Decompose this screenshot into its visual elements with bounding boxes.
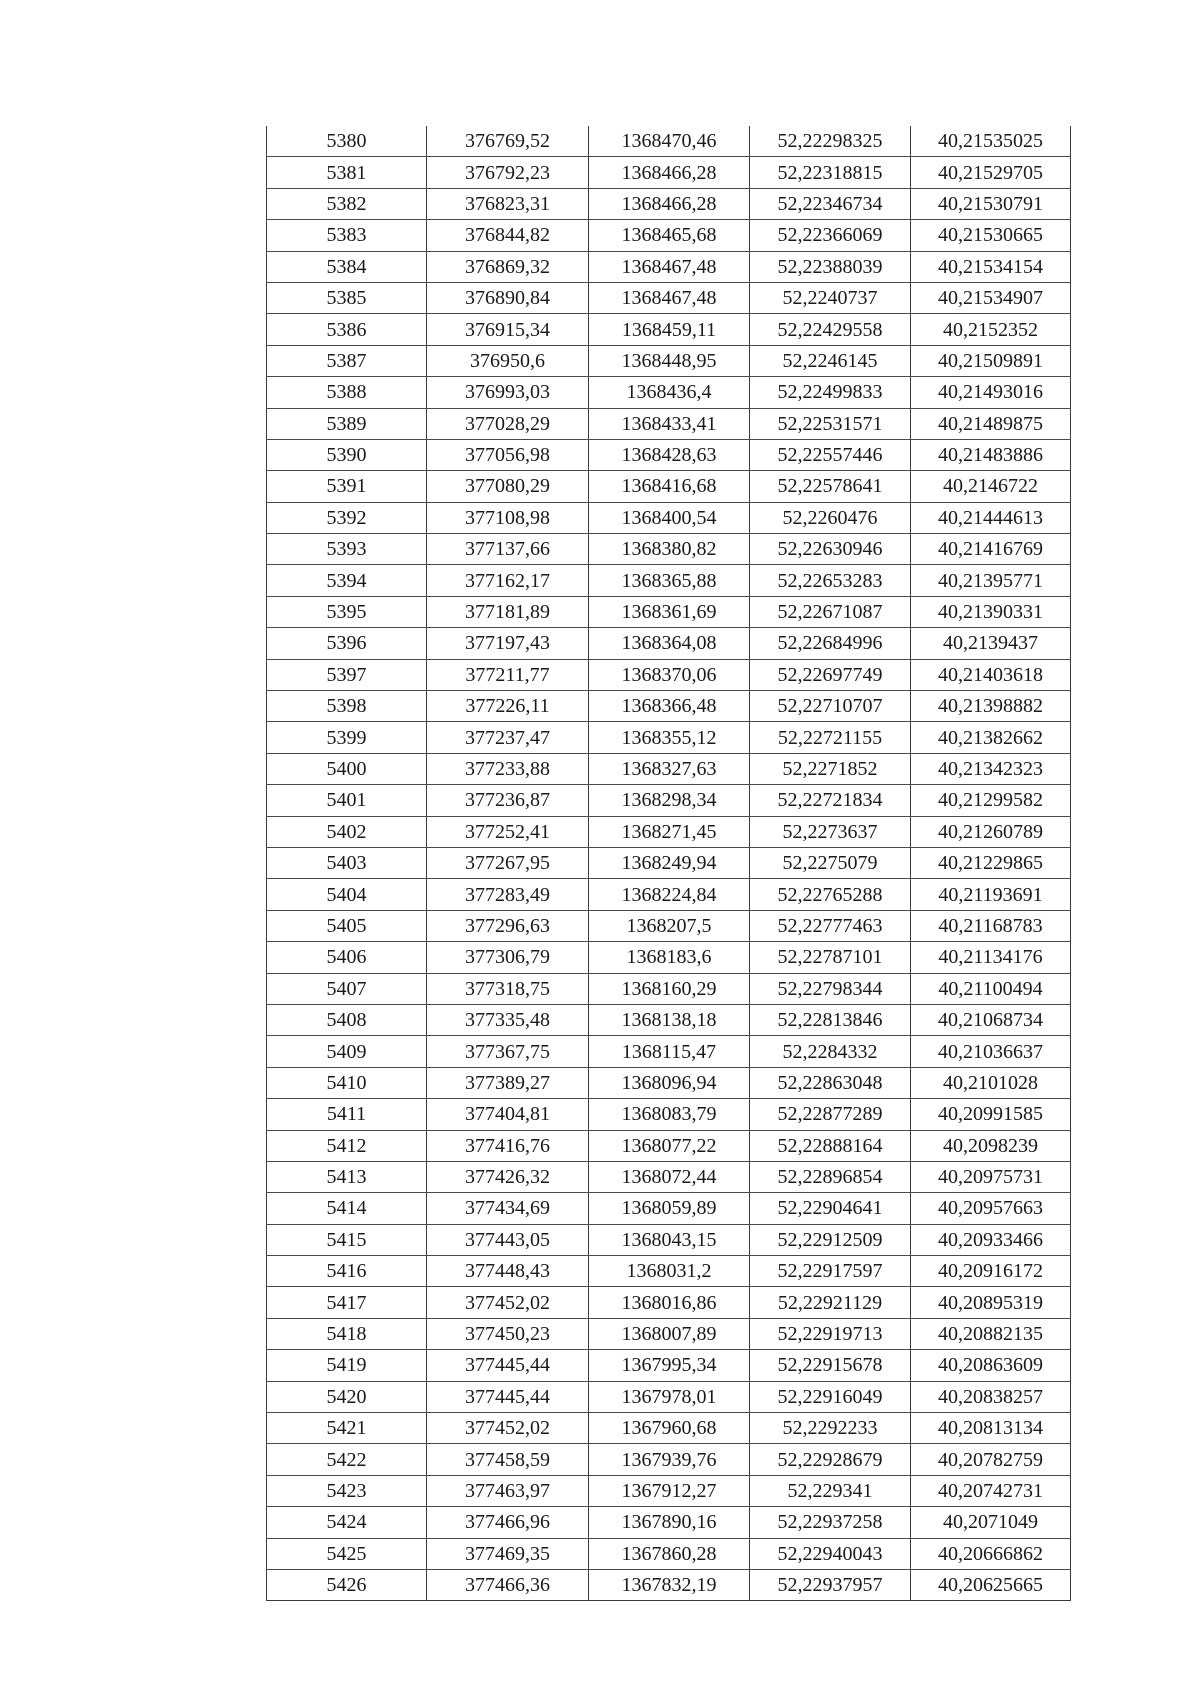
x-coordinate-cell: 377108,98	[427, 502, 589, 533]
latitude-cell: 52,22863048	[750, 1067, 911, 1098]
table-row	[267, 1036, 1071, 1067]
longitude-cell: 40,21260789	[911, 816, 1071, 847]
table-row	[267, 1161, 1071, 1192]
table-row	[267, 659, 1071, 690]
latitude-cell: 52,22919713	[750, 1318, 911, 1349]
x-coordinate-cell: 376844,82	[427, 220, 589, 251]
y-coordinate-cell: 1368465,68	[589, 220, 750, 251]
table-row	[267, 1475, 1071, 1506]
table-row	[267, 282, 1071, 313]
latitude-cell: 52,22917597	[750, 1256, 911, 1287]
y-coordinate-cell: 1368115,47	[589, 1036, 750, 1067]
table-row	[267, 534, 1071, 565]
point-number-cell: 5422	[267, 1444, 427, 1475]
x-coordinate-cell: 377469,35	[427, 1538, 589, 1569]
y-coordinate-cell: 1368077,22	[589, 1130, 750, 1161]
y-coordinate-cell: 1368433,41	[589, 408, 750, 439]
longitude-cell: 40,20666862	[911, 1538, 1071, 1569]
latitude-cell: 52,22787101	[750, 942, 911, 973]
point-number-cell: 5414	[267, 1193, 427, 1224]
longitude-cell: 40,21342323	[911, 753, 1071, 784]
table-row	[267, 1224, 1071, 1255]
table-row	[267, 565, 1071, 596]
x-coordinate-cell: 377416,76	[427, 1130, 589, 1161]
longitude-cell: 40,21493016	[911, 377, 1071, 408]
point-number-cell: 5418	[267, 1318, 427, 1349]
table-row	[267, 1004, 1071, 1035]
longitude-cell: 40,2139437	[911, 628, 1071, 659]
table-row	[267, 1287, 1071, 1318]
point-number-cell: 5402	[267, 816, 427, 847]
table-row	[267, 816, 1071, 847]
x-coordinate-cell: 377028,29	[427, 408, 589, 439]
y-coordinate-cell: 1367960,68	[589, 1413, 750, 1444]
longitude-cell: 40,21193691	[911, 879, 1071, 910]
point-number-cell: 5384	[267, 251, 427, 282]
latitude-cell: 52,22429558	[750, 314, 911, 345]
longitude-cell: 40,20933466	[911, 1224, 1071, 1255]
latitude-cell: 52,22388039	[750, 251, 911, 282]
point-number-cell: 5393	[267, 534, 427, 565]
y-coordinate-cell: 1368364,08	[589, 628, 750, 659]
longitude-cell: 40,21534154	[911, 251, 1071, 282]
latitude-cell: 52,22557446	[750, 439, 911, 470]
table-row	[267, 1444, 1071, 1475]
y-coordinate-cell: 1368467,48	[589, 251, 750, 282]
point-number-cell: 5420	[267, 1381, 427, 1412]
table-row	[267, 502, 1071, 533]
point-number-cell: 5380	[267, 126, 427, 157]
point-number-cell: 5423	[267, 1475, 427, 1506]
y-coordinate-cell: 1368467,48	[589, 282, 750, 313]
table-row	[267, 157, 1071, 188]
longitude-cell: 40,20975731	[911, 1161, 1071, 1192]
longitude-cell: 40,21535025	[911, 126, 1071, 157]
x-coordinate-cell: 377367,75	[427, 1036, 589, 1067]
table-row	[267, 408, 1071, 439]
table-row	[267, 973, 1071, 1004]
longitude-cell: 40,21530665	[911, 220, 1071, 251]
latitude-cell: 52,22721834	[750, 785, 911, 816]
point-number-cell: 5387	[267, 345, 427, 376]
point-number-cell: 5388	[267, 377, 427, 408]
y-coordinate-cell: 1367939,76	[589, 1444, 750, 1475]
longitude-cell: 40,2098239	[911, 1130, 1071, 1161]
longitude-cell: 40,21509891	[911, 345, 1071, 376]
y-coordinate-cell: 1368016,86	[589, 1287, 750, 1318]
latitude-cell: 52,22710707	[750, 691, 911, 722]
x-coordinate-cell: 377445,44	[427, 1381, 589, 1412]
point-number-cell: 5394	[267, 565, 427, 596]
y-coordinate-cell: 1368459,11	[589, 314, 750, 345]
x-coordinate-cell: 377452,02	[427, 1287, 589, 1318]
longitude-cell: 40,20742731	[911, 1475, 1071, 1506]
x-coordinate-cell: 377162,17	[427, 565, 589, 596]
longitude-cell: 40,20916172	[911, 1256, 1071, 1287]
point-number-cell: 5382	[267, 188, 427, 219]
y-coordinate-cell: 1367860,28	[589, 1538, 750, 1569]
y-coordinate-cell: 1368466,28	[589, 188, 750, 219]
latitude-cell: 52,22366069	[750, 220, 911, 251]
table-row	[267, 1507, 1071, 1538]
point-number-cell: 5392	[267, 502, 427, 533]
latitude-cell: 52,2240737	[750, 282, 911, 313]
point-number-cell: 5399	[267, 722, 427, 753]
y-coordinate-cell: 1368428,63	[589, 439, 750, 470]
longitude-cell: 40,21382662	[911, 722, 1071, 753]
x-coordinate-cell: 377335,48	[427, 1004, 589, 1035]
y-coordinate-cell: 1368031,2	[589, 1256, 750, 1287]
y-coordinate-cell: 1367978,01	[589, 1381, 750, 1412]
y-coordinate-cell: 1368365,88	[589, 565, 750, 596]
table-row	[267, 691, 1071, 722]
table-row	[267, 1538, 1071, 1569]
longitude-cell: 40,2152352	[911, 314, 1071, 345]
longitude-cell: 40,2071049	[911, 1507, 1071, 1538]
latitude-cell: 52,2271852	[750, 753, 911, 784]
latitude-cell: 52,22915678	[750, 1350, 911, 1381]
longitude-cell: 40,20991585	[911, 1099, 1071, 1130]
longitude-cell: 40,2146722	[911, 471, 1071, 502]
x-coordinate-cell: 377137,66	[427, 534, 589, 565]
x-coordinate-cell: 376792,23	[427, 157, 589, 188]
latitude-cell: 52,22937957	[750, 1569, 911, 1600]
longitude-cell: 40,20782759	[911, 1444, 1071, 1475]
latitude-cell: 52,229341	[750, 1475, 911, 1506]
latitude-cell: 52,22578641	[750, 471, 911, 502]
latitude-cell: 52,22318815	[750, 157, 911, 188]
table-row	[267, 847, 1071, 878]
table-row	[267, 942, 1071, 973]
longitude-cell: 40,21416769	[911, 534, 1071, 565]
longitude-cell: 40,20882135	[911, 1318, 1071, 1349]
y-coordinate-cell: 1368271,45	[589, 816, 750, 847]
x-coordinate-cell: 377181,89	[427, 596, 589, 627]
point-number-cell: 5401	[267, 785, 427, 816]
point-number-cell: 5381	[267, 157, 427, 188]
y-coordinate-cell: 1367832,19	[589, 1569, 750, 1600]
table-row	[267, 188, 1071, 219]
latitude-cell: 52,2292233	[750, 1413, 911, 1444]
latitude-cell: 52,2284332	[750, 1036, 911, 1067]
latitude-cell: 52,22298325	[750, 126, 911, 157]
x-coordinate-cell: 377237,47	[427, 722, 589, 753]
table-row	[267, 1130, 1071, 1161]
table-row	[267, 1193, 1071, 1224]
point-number-cell: 5415	[267, 1224, 427, 1255]
x-coordinate-cell: 376769,52	[427, 126, 589, 157]
latitude-cell: 52,2275079	[750, 847, 911, 878]
x-coordinate-cell: 377283,49	[427, 879, 589, 910]
latitude-cell: 52,22499833	[750, 377, 911, 408]
table-row	[267, 377, 1071, 408]
point-number-cell: 5410	[267, 1067, 427, 1098]
table-row	[267, 345, 1071, 376]
latitude-cell: 52,22531571	[750, 408, 911, 439]
table-row	[267, 126, 1071, 157]
latitude-cell: 52,22877289	[750, 1099, 911, 1130]
y-coordinate-cell: 1368007,89	[589, 1318, 750, 1349]
x-coordinate-cell: 377404,81	[427, 1099, 589, 1130]
x-coordinate-cell: 377236,87	[427, 785, 589, 816]
y-coordinate-cell: 1368224,84	[589, 879, 750, 910]
x-coordinate-cell: 376869,32	[427, 251, 589, 282]
table-row	[267, 1569, 1071, 1600]
x-coordinate-cell: 377466,36	[427, 1569, 589, 1600]
y-coordinate-cell: 1368043,15	[589, 1224, 750, 1255]
y-coordinate-cell: 1368355,12	[589, 722, 750, 753]
longitude-cell: 40,21398882	[911, 691, 1071, 722]
x-coordinate-cell: 377443,05	[427, 1224, 589, 1255]
latitude-cell: 52,22721155	[750, 722, 911, 753]
x-coordinate-cell: 377448,43	[427, 1256, 589, 1287]
x-coordinate-cell: 377296,63	[427, 910, 589, 941]
point-number-cell: 5416	[267, 1256, 427, 1287]
y-coordinate-cell: 1368466,28	[589, 157, 750, 188]
point-number-cell: 5413	[267, 1161, 427, 1192]
x-coordinate-cell: 376993,03	[427, 377, 589, 408]
point-number-cell: 5421	[267, 1413, 427, 1444]
y-coordinate-cell: 1368298,34	[589, 785, 750, 816]
table-row	[267, 910, 1071, 941]
latitude-cell: 52,22697749	[750, 659, 911, 690]
y-coordinate-cell: 1367912,27	[589, 1475, 750, 1506]
table-row	[267, 1067, 1071, 1098]
table-row	[267, 628, 1071, 659]
point-number-cell: 5385	[267, 282, 427, 313]
x-coordinate-cell: 377056,98	[427, 439, 589, 470]
table-row	[267, 785, 1071, 816]
latitude-cell: 52,22912509	[750, 1224, 911, 1255]
table-row	[267, 1256, 1071, 1287]
point-number-cell: 5400	[267, 753, 427, 784]
y-coordinate-cell: 1368436,4	[589, 377, 750, 408]
longitude-cell: 40,21444613	[911, 502, 1071, 533]
longitude-cell: 40,21134176	[911, 942, 1071, 973]
latitude-cell: 52,22916049	[750, 1381, 911, 1412]
longitude-cell: 40,21229865	[911, 847, 1071, 878]
latitude-cell: 52,22904641	[750, 1193, 911, 1224]
longitude-cell: 40,21529705	[911, 157, 1071, 188]
x-coordinate-cell: 377458,59	[427, 1444, 589, 1475]
x-coordinate-cell: 377211,77	[427, 659, 589, 690]
x-coordinate-cell: 377466,96	[427, 1507, 589, 1538]
latitude-cell: 52,22896854	[750, 1161, 911, 1192]
latitude-cell: 52,22937258	[750, 1507, 911, 1538]
latitude-cell: 52,22630946	[750, 534, 911, 565]
longitude-cell: 40,20957663	[911, 1193, 1071, 1224]
y-coordinate-cell: 1368160,29	[589, 973, 750, 1004]
x-coordinate-cell: 377389,27	[427, 1067, 589, 1098]
table-row	[267, 220, 1071, 251]
y-coordinate-cell: 1368366,48	[589, 691, 750, 722]
table-row	[267, 251, 1071, 282]
longitude-cell: 40,21036637	[911, 1036, 1071, 1067]
latitude-cell: 52,22684996	[750, 628, 911, 659]
y-coordinate-cell: 1368380,82	[589, 534, 750, 565]
x-coordinate-cell: 377267,95	[427, 847, 589, 878]
x-coordinate-cell: 377233,88	[427, 753, 589, 784]
y-coordinate-cell: 1368183,6	[589, 942, 750, 973]
point-number-cell: 5405	[267, 910, 427, 941]
latitude-cell: 52,22798344	[750, 973, 911, 1004]
longitude-cell: 40,21534907	[911, 282, 1071, 313]
y-coordinate-cell: 1368249,94	[589, 847, 750, 878]
x-coordinate-cell: 377080,29	[427, 471, 589, 502]
table-row	[267, 596, 1071, 627]
point-number-cell: 5396	[267, 628, 427, 659]
latitude-cell: 52,22671087	[750, 596, 911, 627]
point-number-cell: 5426	[267, 1569, 427, 1600]
x-coordinate-cell: 377426,32	[427, 1161, 589, 1192]
longitude-cell: 40,21395771	[911, 565, 1071, 596]
point-number-cell: 5412	[267, 1130, 427, 1161]
table-row	[267, 314, 1071, 345]
longitude-cell: 40,20863609	[911, 1350, 1071, 1381]
x-coordinate-cell: 376890,84	[427, 282, 589, 313]
x-coordinate-cell: 377445,44	[427, 1350, 589, 1381]
longitude-cell: 40,21403618	[911, 659, 1071, 690]
point-number-cell: 5404	[267, 879, 427, 910]
longitude-cell: 40,21483886	[911, 439, 1071, 470]
point-number-cell: 5407	[267, 973, 427, 1004]
y-coordinate-cell: 1367995,34	[589, 1350, 750, 1381]
table-row	[267, 753, 1071, 784]
table-row	[267, 471, 1071, 502]
table-row	[267, 1099, 1071, 1130]
longitude-cell: 40,20625665	[911, 1569, 1071, 1600]
x-coordinate-cell: 377450,23	[427, 1318, 589, 1349]
longitude-cell: 40,21299582	[911, 785, 1071, 816]
longitude-cell: 40,20838257	[911, 1381, 1071, 1412]
longitude-cell: 40,2101028	[911, 1067, 1071, 1098]
table-row	[267, 722, 1071, 753]
point-number-cell: 5411	[267, 1099, 427, 1130]
x-coordinate-cell: 377463,97	[427, 1475, 589, 1506]
y-coordinate-cell: 1368370,06	[589, 659, 750, 690]
latitude-cell: 52,22888164	[750, 1130, 911, 1161]
x-coordinate-cell: 377252,41	[427, 816, 589, 847]
table-row	[267, 1350, 1071, 1381]
x-coordinate-cell: 377318,75	[427, 973, 589, 1004]
longitude-cell: 40,21390331	[911, 596, 1071, 627]
table-row	[267, 1381, 1071, 1412]
longitude-cell: 40,21530791	[911, 188, 1071, 219]
x-coordinate-cell: 377452,02	[427, 1413, 589, 1444]
point-number-cell: 5386	[267, 314, 427, 345]
table-row	[267, 1318, 1071, 1349]
point-number-cell: 5408	[267, 1004, 427, 1035]
y-coordinate-cell: 1368096,94	[589, 1067, 750, 1098]
y-coordinate-cell: 1368361,69	[589, 596, 750, 627]
point-number-cell: 5390	[267, 439, 427, 470]
longitude-cell: 40,20813134	[911, 1413, 1071, 1444]
x-coordinate-cell: 376823,31	[427, 188, 589, 219]
point-number-cell: 5425	[267, 1538, 427, 1569]
point-number-cell: 5397	[267, 659, 427, 690]
longitude-cell: 40,21068734	[911, 1004, 1071, 1035]
x-coordinate-cell: 377434,69	[427, 1193, 589, 1224]
y-coordinate-cell: 1368138,18	[589, 1004, 750, 1035]
point-number-cell: 5419	[267, 1350, 427, 1381]
x-coordinate-cell: 376915,34	[427, 314, 589, 345]
y-coordinate-cell: 1368059,89	[589, 1193, 750, 1224]
x-coordinate-cell: 377226,11	[427, 691, 589, 722]
y-coordinate-cell: 1368400,54	[589, 502, 750, 533]
x-coordinate-cell: 376950,6	[427, 345, 589, 376]
latitude-cell: 52,22940043	[750, 1538, 911, 1569]
table-row	[267, 1413, 1071, 1444]
table-row	[267, 439, 1071, 470]
latitude-cell: 52,22653283	[750, 565, 911, 596]
point-number-cell: 5391	[267, 471, 427, 502]
point-number-cell: 5395	[267, 596, 427, 627]
y-coordinate-cell: 1368416,68	[589, 471, 750, 502]
y-coordinate-cell: 1367890,16	[589, 1507, 750, 1538]
latitude-cell: 52,22346734	[750, 188, 911, 219]
point-number-cell: 5406	[267, 942, 427, 973]
point-number-cell: 5417	[267, 1287, 427, 1318]
longitude-cell: 40,21100494	[911, 973, 1071, 1004]
latitude-cell: 52,22813846	[750, 1004, 911, 1035]
longitude-cell: 40,20895319	[911, 1287, 1071, 1318]
longitude-cell: 40,21168783	[911, 910, 1071, 941]
latitude-cell: 52,2273637	[750, 816, 911, 847]
point-number-cell: 5383	[267, 220, 427, 251]
point-number-cell: 5398	[267, 691, 427, 722]
y-coordinate-cell: 1368083,79	[589, 1099, 750, 1130]
latitude-cell: 52,22765288	[750, 879, 911, 910]
y-coordinate-cell: 1368327,63	[589, 753, 750, 784]
x-coordinate-cell: 377306,79	[427, 942, 589, 973]
point-number-cell: 5409	[267, 1036, 427, 1067]
y-coordinate-cell: 1368448,95	[589, 345, 750, 376]
latitude-cell: 52,22928679	[750, 1444, 911, 1475]
latitude-cell: 52,22921129	[750, 1287, 911, 1318]
y-coordinate-cell: 1368470,46	[589, 126, 750, 157]
y-coordinate-cell: 1368207,5	[589, 910, 750, 941]
latitude-cell: 52,2260476	[750, 502, 911, 533]
coordinates-table-body	[267, 126, 1071, 1601]
point-number-cell: 5403	[267, 847, 427, 878]
latitude-cell: 52,22777463	[750, 910, 911, 941]
longitude-cell: 40,21489875	[911, 408, 1071, 439]
table-row	[267, 879, 1071, 910]
latitude-cell: 52,2246145	[750, 345, 911, 376]
point-number-cell: 5424	[267, 1507, 427, 1538]
y-coordinate-cell: 1368072,44	[589, 1161, 750, 1192]
coordinates-table	[266, 126, 1071, 1601]
x-coordinate-cell: 377197,43	[427, 628, 589, 659]
point-number-cell: 5389	[267, 408, 427, 439]
